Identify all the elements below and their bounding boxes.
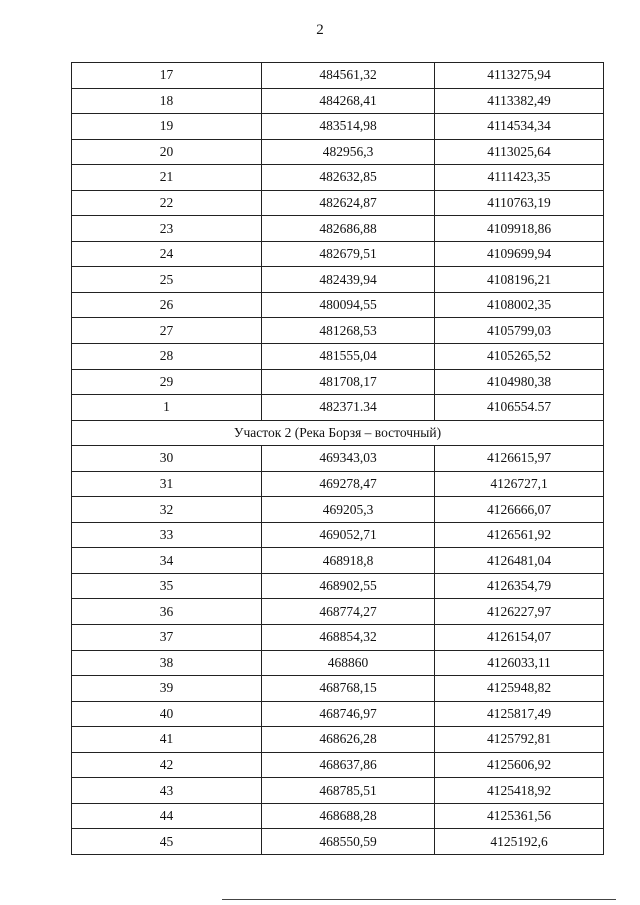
y-coordinate-cell: 4126615,97: [435, 446, 604, 472]
y-coordinate-cell: 4126227,97: [435, 599, 604, 625]
point-number-cell: 24: [72, 241, 262, 267]
table-row: [72, 497, 604, 523]
x-coordinate-cell: 468550,59: [262, 829, 435, 855]
x-coordinate-cell: 484268,41: [262, 88, 435, 114]
point-number-cell: 23: [72, 216, 262, 242]
x-coordinate-cell: 482686,88: [262, 216, 435, 242]
x-coordinate-cell: 468854,32: [262, 625, 435, 651]
table-row: [72, 114, 604, 140]
table-row: [72, 625, 604, 651]
table-row: [72, 829, 604, 855]
table-row: [72, 369, 604, 395]
x-coordinate-cell: 482624,87: [262, 190, 435, 216]
point-number-cell: 35: [72, 573, 262, 599]
y-coordinate-cell: 4113025,64: [435, 139, 604, 165]
table-row: [72, 88, 604, 114]
point-number-cell: 41: [72, 727, 262, 753]
y-coordinate-cell: 4125418,92: [435, 778, 604, 804]
x-coordinate-cell: 481708,17: [262, 369, 435, 395]
x-coordinate-cell: 481555,04: [262, 344, 435, 370]
table-row: [72, 241, 604, 267]
point-number-cell: 19: [72, 114, 262, 140]
y-coordinate-cell: 4108002,35: [435, 292, 604, 318]
y-coordinate-cell: 4125606,92: [435, 752, 604, 778]
page-number: 2: [316, 22, 324, 38]
table-row: [72, 139, 604, 165]
table-row: [72, 676, 604, 702]
y-coordinate-cell: 4109918,86: [435, 216, 604, 242]
y-coordinate-cell: 4105799,03: [435, 318, 604, 344]
section-header-row: [72, 420, 604, 446]
point-number-cell: 30: [72, 446, 262, 472]
table-row: [72, 573, 604, 599]
x-coordinate-cell: 468688,28: [262, 803, 435, 829]
point-number-cell: 27: [72, 318, 262, 344]
y-coordinate-cell: 4109699,94: [435, 241, 604, 267]
point-number-cell: 45: [72, 829, 262, 855]
y-coordinate-cell: 4125361,56: [435, 803, 604, 829]
y-coordinate-cell: 4108196,21: [435, 267, 604, 293]
y-coordinate-cell: 4110763,19: [435, 190, 604, 216]
table-row: [72, 446, 604, 472]
table-row: [72, 216, 604, 242]
point-number-cell: 44: [72, 803, 262, 829]
point-number-cell: 18: [72, 88, 262, 114]
x-coordinate-cell: 482632,85: [262, 165, 435, 191]
point-number-cell: 28: [72, 344, 262, 370]
table-row: [72, 318, 604, 344]
table-row: [72, 599, 604, 625]
point-number-cell: 34: [72, 548, 262, 574]
point-number-cell: 37: [72, 625, 262, 651]
table-row: [72, 190, 604, 216]
x-coordinate-cell: 468746,97: [262, 701, 435, 727]
x-coordinate-cell: 468918,8: [262, 548, 435, 574]
point-number-cell: 43: [72, 778, 262, 804]
y-coordinate-cell: 4126354,79: [435, 573, 604, 599]
point-number-cell: 32: [72, 497, 262, 523]
point-number-cell: 29: [72, 369, 262, 395]
x-coordinate-cell: 468902,55: [262, 573, 435, 599]
table-row: [72, 522, 604, 548]
table-row: [72, 778, 604, 804]
x-coordinate-cell: 481268,53: [262, 318, 435, 344]
x-coordinate-cell: 482371.34: [262, 395, 435, 421]
y-coordinate-cell: 4105265,52: [435, 344, 604, 370]
y-coordinate-cell: 4113275,94: [435, 63, 604, 89]
y-coordinate-cell: 4113382,49: [435, 88, 604, 114]
y-coordinate-cell: 4106554.57: [435, 395, 604, 421]
y-coordinate-cell: 4111423,35: [435, 165, 604, 191]
point-number-cell: 38: [72, 650, 262, 676]
y-coordinate-cell: 4125948,82: [435, 676, 604, 702]
page-bottom-rule: [222, 899, 616, 900]
point-number-cell: 25: [72, 267, 262, 293]
table-row: [72, 292, 604, 318]
point-number-cell: 22: [72, 190, 262, 216]
y-coordinate-cell: 4126481,04: [435, 548, 604, 574]
y-coordinate-cell: 4104980,38: [435, 369, 604, 395]
coordinates-table-body: [72, 63, 604, 855]
table-row: [72, 727, 604, 753]
table-row: [72, 701, 604, 727]
x-coordinate-cell: 469278,47: [262, 471, 435, 497]
table-row: [72, 344, 604, 370]
coordinates-table: [71, 62, 604, 855]
point-number-cell: 40: [72, 701, 262, 727]
section-title: Участок 2 (Река Борзя – восточный): [72, 420, 604, 446]
table-row: [72, 471, 604, 497]
point-number-cell: 1: [72, 395, 262, 421]
y-coordinate-cell: 4126561,92: [435, 522, 604, 548]
x-coordinate-cell: 469052,71: [262, 522, 435, 548]
x-coordinate-cell: 469205,3: [262, 497, 435, 523]
x-coordinate-cell: 482439,94: [262, 267, 435, 293]
x-coordinate-cell: 468774,27: [262, 599, 435, 625]
table-row: [72, 803, 604, 829]
y-coordinate-cell: 4125817,49: [435, 701, 604, 727]
x-coordinate-cell: 482679,51: [262, 241, 435, 267]
y-coordinate-cell: 4126033,11: [435, 650, 604, 676]
table-row: [72, 267, 604, 293]
point-number-cell: 26: [72, 292, 262, 318]
point-number-cell: 36: [72, 599, 262, 625]
table-row: [72, 63, 604, 89]
x-coordinate-cell: 482956,3: [262, 139, 435, 165]
y-coordinate-cell: 4114534,34: [435, 114, 604, 140]
point-number-cell: 39: [72, 676, 262, 702]
table-row: [72, 395, 604, 421]
y-coordinate-cell: 4126727,1: [435, 471, 604, 497]
x-coordinate-cell: 468626,28: [262, 727, 435, 753]
point-number-cell: 42: [72, 752, 262, 778]
x-coordinate-cell: 484561,32: [262, 63, 435, 89]
point-number-cell: 17: [72, 63, 262, 89]
x-coordinate-cell: 468860: [262, 650, 435, 676]
y-coordinate-cell: 4126154,07: [435, 625, 604, 651]
x-coordinate-cell: 468785,51: [262, 778, 435, 804]
x-coordinate-cell: 483514,98: [262, 114, 435, 140]
table-row: [72, 165, 604, 191]
y-coordinate-cell: 4126666,07: [435, 497, 604, 523]
point-number-cell: 20: [72, 139, 262, 165]
point-number-cell: 31: [72, 471, 262, 497]
table-row: [72, 650, 604, 676]
x-coordinate-cell: 468768,15: [262, 676, 435, 702]
y-coordinate-cell: 4125192,6: [435, 829, 604, 855]
x-coordinate-cell: 469343,03: [262, 446, 435, 472]
point-number-cell: 33: [72, 522, 262, 548]
table-row: [72, 548, 604, 574]
x-coordinate-cell: 480094,55: [262, 292, 435, 318]
table-row: [72, 752, 604, 778]
x-coordinate-cell: 468637,86: [262, 752, 435, 778]
point-number-cell: 21: [72, 165, 262, 191]
y-coordinate-cell: 4125792,81: [435, 727, 604, 753]
